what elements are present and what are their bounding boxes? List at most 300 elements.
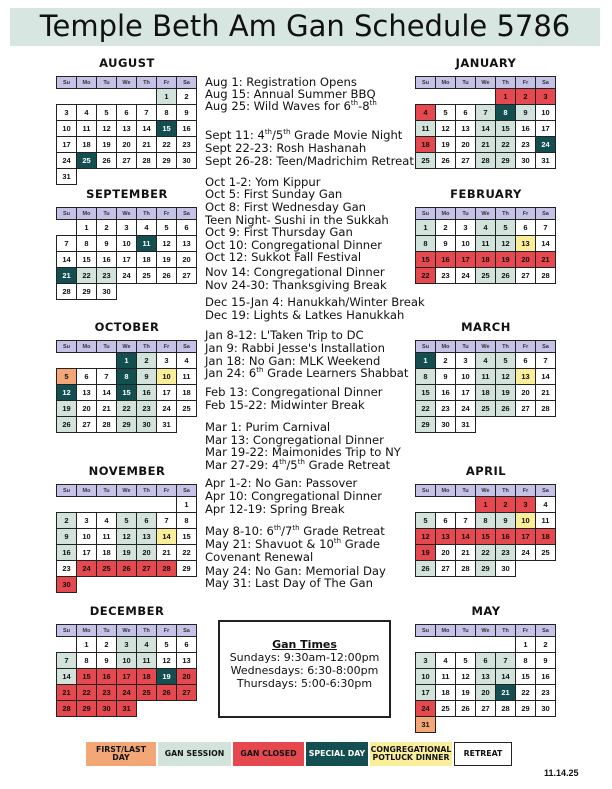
- day-cell: 19: [416, 545, 436, 561]
- day-cell: 26: [496, 401, 516, 417]
- day-cell: 7: [57, 236, 77, 252]
- empty-cell: [476, 717, 496, 733]
- day-cell: 16: [516, 121, 536, 137]
- event-line: May 31: Last Day of The Gan: [205, 576, 373, 590]
- weekday-header: Mo: [77, 485, 97, 497]
- month-grid: [415, 340, 556, 433]
- legend-gan-closed: GAN CLOSED: [233, 742, 304, 766]
- day-cell: 6: [137, 513, 157, 529]
- day-cell: 4: [536, 497, 556, 513]
- day-cell: 16: [177, 121, 197, 137]
- day-cell: 15: [496, 121, 516, 137]
- day-cell: 17: [77, 545, 97, 561]
- day-cell: 4: [436, 653, 456, 669]
- day-cell: 23: [137, 401, 157, 417]
- day-cell: 14: [476, 121, 496, 137]
- day-cell: 28: [536, 268, 556, 284]
- empty-cell: [157, 169, 177, 185]
- legend-first-last-day: FIRST/LAST DAY: [86, 742, 156, 766]
- weekday-header: Fr: [516, 208, 536, 220]
- day-cell: 13: [137, 529, 157, 545]
- day-cell: 5: [436, 105, 456, 121]
- day-cell: 12: [496, 369, 516, 385]
- day-cell: 14: [456, 529, 476, 545]
- day-cell: 20: [77, 401, 97, 417]
- weekday-header: Su: [416, 341, 436, 353]
- event-line: Covenant Renewal: [205, 550, 314, 564]
- day-cell: 17: [157, 385, 177, 401]
- day-cell: 24: [536, 137, 556, 153]
- weekday-header: Su: [57, 77, 77, 89]
- weekday-header: Su: [57, 341, 77, 353]
- day-cell: 31: [157, 417, 177, 433]
- month-grid: [415, 484, 556, 577]
- day-cell: 15: [416, 252, 436, 268]
- day-cell: 29: [496, 153, 516, 169]
- day-cell: 4: [137, 220, 157, 236]
- empty-cell: [97, 89, 117, 105]
- day-cell: 17: [516, 529, 536, 545]
- empty-cell: [77, 577, 97, 593]
- empty-cell: [77, 89, 97, 105]
- weekday-header: Mo: [436, 341, 456, 353]
- day-cell: 29: [476, 561, 496, 577]
- weekday-header: Su: [57, 485, 77, 497]
- day-cell: 7: [97, 369, 117, 385]
- day-cell: 28: [157, 561, 177, 577]
- day-cell: 14: [536, 369, 556, 385]
- day-cell: 26: [157, 685, 177, 701]
- event-line: Teen Night- Sushi in the Sukkah: [205, 213, 389, 227]
- weekday-header: Su: [57, 625, 77, 637]
- empty-cell: [137, 577, 157, 593]
- day-cell: 25: [137, 268, 157, 284]
- day-cell: 3: [536, 89, 556, 105]
- day-cell: 13: [177, 653, 197, 669]
- day-cell: 16: [436, 385, 456, 401]
- day-cell: 5: [117, 513, 137, 529]
- legend-special-day: SPECIAL DAY: [306, 742, 368, 766]
- day-cell: 14: [157, 529, 177, 545]
- day-cell: 22: [496, 137, 516, 153]
- day-cell: 27: [77, 417, 97, 433]
- day-cell: 22: [416, 401, 436, 417]
- empty-cell: [536, 417, 556, 433]
- day-cell: 7: [456, 513, 476, 529]
- day-cell: 30: [57, 577, 77, 593]
- empty-cell: [436, 637, 456, 653]
- month-name: OCTOBER: [94, 320, 160, 334]
- day-cell: 19: [117, 545, 137, 561]
- day-cell: 20: [476, 685, 496, 701]
- day-cell: 10: [416, 669, 436, 685]
- weekday-header: Fr: [516, 625, 536, 637]
- day-cell: 13: [456, 121, 476, 137]
- day-cell: 21: [476, 137, 496, 153]
- weekday-header: Th: [496, 208, 516, 220]
- weekday-header: Tu: [456, 341, 476, 353]
- empty-cell: [117, 497, 137, 513]
- day-cell: 23: [97, 685, 117, 701]
- day-cell: 27: [117, 153, 137, 169]
- day-cell: 24: [77, 561, 97, 577]
- day-cell: 21: [97, 401, 117, 417]
- day-cell: 26: [97, 153, 117, 169]
- event-line: May 21: Shavuot & 10th Grade: [205, 537, 381, 551]
- empty-cell: [57, 637, 77, 653]
- day-cell: 22: [77, 685, 97, 701]
- day-cell: 27: [476, 701, 496, 717]
- day-cell: 14: [137, 121, 157, 137]
- day-cell: 9: [436, 236, 456, 252]
- weekday-header: Tu: [456, 485, 476, 497]
- title-bar: [10, 8, 600, 46]
- day-cell: 25: [97, 561, 117, 577]
- day-cell: 28: [496, 701, 516, 717]
- day-cell: 8: [416, 369, 436, 385]
- day-cell: 16: [436, 252, 456, 268]
- month-name: APRIL: [465, 464, 507, 478]
- weekday-header: Fr: [516, 485, 536, 497]
- day-cell: 18: [436, 685, 456, 701]
- day-cell: 20: [137, 545, 157, 561]
- day-cell: 8: [416, 236, 436, 252]
- day-cell: 25: [476, 401, 496, 417]
- empty-cell: [157, 497, 177, 513]
- empty-cell: [57, 220, 77, 236]
- empty-cell: [177, 577, 197, 593]
- empty-cell: [117, 577, 137, 593]
- weekday-header: Tu: [97, 485, 117, 497]
- day-cell: 9: [496, 513, 516, 529]
- legend-retreat: RETREAT: [454, 742, 512, 766]
- empty-cell: [117, 169, 137, 185]
- weekday-header: Th: [496, 625, 516, 637]
- empty-cell: [97, 169, 117, 185]
- month-grid: [415, 624, 556, 733]
- event-line: Feb 13: Congregational Dinner: [205, 385, 383, 399]
- month-name: JANUARY: [455, 56, 517, 70]
- day-cell: 4: [77, 105, 97, 121]
- empty-cell: [496, 637, 516, 653]
- day-cell: 27: [137, 561, 157, 577]
- empty-cell: [496, 717, 516, 733]
- weekday-header: Sa: [536, 485, 556, 497]
- day-cell: 13: [516, 369, 536, 385]
- day-cell: 21: [57, 268, 77, 284]
- weekday-header: Mo: [77, 625, 97, 637]
- weekday-header: Tu: [97, 341, 117, 353]
- day-cell: 24: [456, 401, 476, 417]
- empty-cell: [157, 284, 177, 300]
- day-cell: 6: [516, 220, 536, 236]
- empty-cell: [516, 417, 536, 433]
- day-cell: 28: [476, 153, 496, 169]
- day-cell: 12: [496, 236, 516, 252]
- weekday-header: Mo: [436, 625, 456, 637]
- empty-cell: [97, 577, 117, 593]
- day-cell: 6: [117, 105, 137, 121]
- empty-cell: [137, 701, 157, 717]
- day-cell: 2: [496, 497, 516, 513]
- weekday-header: We: [117, 341, 137, 353]
- day-cell: 29: [77, 284, 97, 300]
- day-cell: 19: [496, 385, 516, 401]
- day-cell: 18: [177, 385, 197, 401]
- empty-cell: [117, 284, 137, 300]
- weekday-header: We: [117, 625, 137, 637]
- day-cell: 28: [57, 284, 77, 300]
- day-cell: 11: [416, 121, 436, 137]
- day-cell: 3: [77, 513, 97, 529]
- day-cell: 20: [456, 137, 476, 153]
- day-cell: 8: [117, 369, 137, 385]
- day-cell: 10: [117, 236, 137, 252]
- weekday-header: We: [476, 625, 496, 637]
- day-cell: 25: [77, 153, 97, 169]
- day-cell: 4: [476, 220, 496, 236]
- day-cell: 2: [57, 513, 77, 529]
- day-cell: 18: [476, 252, 496, 268]
- day-cell: 11: [436, 669, 456, 685]
- empty-cell: [77, 353, 97, 369]
- weekday-header: Fr: [157, 625, 177, 637]
- day-cell: 22: [77, 268, 97, 284]
- day-cell: 29: [117, 417, 137, 433]
- day-cell: 19: [496, 252, 516, 268]
- day-cell: 29: [516, 701, 536, 717]
- day-cell: 2: [97, 220, 117, 236]
- weekday-header: Tu: [97, 625, 117, 637]
- empty-cell: [516, 561, 536, 577]
- day-cell: 13: [476, 669, 496, 685]
- day-cell: 23: [57, 561, 77, 577]
- day-cell: 18: [416, 137, 436, 153]
- weekday-header: Tu: [97, 77, 117, 89]
- month-grid: [56, 76, 197, 185]
- day-cell: 12: [57, 385, 77, 401]
- day-cell: 1: [77, 220, 97, 236]
- day-cell: 24: [516, 545, 536, 561]
- day-cell: 11: [137, 653, 157, 669]
- day-cell: 18: [476, 385, 496, 401]
- day-cell: 6: [177, 637, 197, 653]
- day-cell: 5: [496, 353, 516, 369]
- day-cell: 17: [57, 137, 77, 153]
- month-may: [415, 603, 557, 733]
- weekday-header: Sa: [536, 341, 556, 353]
- day-cell: 12: [117, 529, 137, 545]
- day-cell: 30: [536, 701, 556, 717]
- day-cell: 16: [57, 545, 77, 561]
- day-cell: 7: [536, 220, 556, 236]
- gan-time-sunday: Sundays: 9:30am-12:00pm: [229, 651, 380, 664]
- weekday-header: Th: [496, 77, 516, 89]
- day-cell: 25: [536, 545, 556, 561]
- day-cell: 20: [516, 252, 536, 268]
- empty-cell: [416, 497, 436, 513]
- day-cell: 13: [177, 236, 197, 252]
- gan-time-thursday: Thursdays: 5:00-6:30pm: [236, 677, 373, 690]
- weekday-header: Th: [137, 208, 157, 220]
- event-line: Mar 19-22: Maimonides Trip to NY: [205, 445, 401, 459]
- day-cell: 9: [516, 105, 536, 121]
- empty-cell: [97, 353, 117, 369]
- event-line: Apr 1-2: No Gan: Passover: [205, 476, 358, 490]
- weekday-header: Tu: [456, 77, 476, 89]
- day-cell: 23: [436, 401, 456, 417]
- empty-cell: [536, 717, 556, 733]
- gan-times-title: Gan Times: [272, 638, 337, 651]
- day-cell: 26: [456, 701, 476, 717]
- day-cell: 29: [416, 417, 436, 433]
- event-line: Jan 8-12: L'Taken Trip to DC: [205, 328, 364, 342]
- empty-cell: [57, 497, 77, 513]
- day-cell: 10: [77, 529, 97, 545]
- empty-cell: [456, 637, 476, 653]
- empty-cell: [117, 89, 137, 105]
- day-cell: 4: [476, 353, 496, 369]
- day-cell: 25: [416, 153, 436, 169]
- day-cell: 20: [117, 137, 137, 153]
- empty-cell: [57, 89, 77, 105]
- day-cell: 19: [57, 401, 77, 417]
- month-grid: [56, 624, 197, 717]
- day-cell: 5: [157, 220, 177, 236]
- day-cell: 13: [436, 529, 456, 545]
- event-line: Sept 26-28: Teen/Madrichim Retreat: [205, 154, 414, 168]
- day-cell: 5: [57, 369, 77, 385]
- day-cell: 4: [177, 353, 197, 369]
- month-october: [56, 319, 198, 433]
- day-cell: 19: [456, 685, 476, 701]
- day-cell: 2: [516, 89, 536, 105]
- day-cell: 6: [476, 653, 496, 669]
- event-line: Apr 12-19: Spring Break: [205, 502, 345, 516]
- day-cell: 12: [416, 529, 436, 545]
- weekday-header: Fr: [157, 77, 177, 89]
- event-line: May 8-10: 6th/7th Grade Retreat: [205, 524, 385, 538]
- weekday-header: Th: [496, 485, 516, 497]
- day-cell: 30: [436, 417, 456, 433]
- weekday-header: We: [476, 341, 496, 353]
- day-cell: 20: [177, 252, 197, 268]
- day-cell: 18: [97, 545, 117, 561]
- day-cell: 11: [77, 121, 97, 137]
- day-cell: 22: [177, 545, 197, 561]
- day-cell: 9: [536, 653, 556, 669]
- day-cell: 28: [137, 153, 157, 169]
- day-cell: 14: [536, 236, 556, 252]
- day-cell: 26: [57, 417, 77, 433]
- day-cell: 12: [157, 653, 177, 669]
- day-cell: 7: [536, 353, 556, 369]
- day-cell: 1: [157, 89, 177, 105]
- day-cell: 8: [77, 653, 97, 669]
- day-cell: 10: [117, 653, 137, 669]
- event-line: Aug 15: Annual Summer BBQ: [205, 87, 376, 101]
- weekday-header: We: [476, 77, 496, 89]
- month-april: [415, 463, 557, 577]
- day-cell: 12: [157, 236, 177, 252]
- month-name: AUGUST: [99, 56, 155, 70]
- weekday-header: Mo: [77, 208, 97, 220]
- day-cell: 15: [117, 385, 137, 401]
- day-cell: 10: [516, 513, 536, 529]
- day-cell: 20: [436, 545, 456, 561]
- day-cell: 22: [117, 401, 137, 417]
- day-cell: 3: [416, 653, 436, 669]
- weekday-header: Su: [416, 208, 436, 220]
- empty-cell: [456, 717, 476, 733]
- day-cell: 6: [516, 353, 536, 369]
- event-line: Oct 1-2: Yom Kippur: [205, 175, 321, 189]
- day-cell: 16: [496, 529, 516, 545]
- day-cell: 18: [137, 252, 157, 268]
- event-line: Mar 13: Congregational Dinner: [205, 433, 384, 447]
- event-line: Oct 9: First Thursday Gan: [205, 225, 353, 239]
- day-cell: 16: [97, 669, 117, 685]
- day-cell: 30: [97, 284, 117, 300]
- event-line: Oct 12: Sukkot Fall Festival: [205, 250, 362, 264]
- event-line: Aug 25: Wild Waves for 6th-8th: [205, 99, 377, 113]
- weekday-header: Su: [416, 77, 436, 89]
- day-cell: 23: [516, 137, 536, 153]
- day-cell: 9: [137, 369, 157, 385]
- empty-cell: [177, 417, 197, 433]
- day-cell: 8: [177, 513, 197, 529]
- day-cell: 13: [117, 121, 137, 137]
- empty-cell: [137, 284, 157, 300]
- day-cell: 15: [416, 385, 436, 401]
- month-january: [415, 55, 557, 169]
- day-cell: 8: [157, 105, 177, 121]
- event-line: Aug 1: Registration Opens: [205, 75, 357, 89]
- day-cell: 25: [436, 701, 456, 717]
- day-cell: 18: [536, 529, 556, 545]
- day-cell: 15: [157, 121, 177, 137]
- day-cell: 19: [157, 252, 177, 268]
- day-cell: 23: [177, 137, 197, 153]
- day-cell: 22: [516, 685, 536, 701]
- month-grid: [415, 207, 556, 284]
- month-grid: [56, 340, 197, 433]
- day-cell: 31: [416, 717, 436, 733]
- day-cell: 17: [456, 252, 476, 268]
- event-line: Feb 15-22: Midwinter Break: [205, 398, 365, 412]
- month-grid: [56, 484, 197, 593]
- day-cell: 1: [177, 497, 197, 513]
- weekday-header: Sa: [177, 77, 197, 89]
- day-cell: 3: [157, 353, 177, 369]
- day-cell: 22: [157, 137, 177, 153]
- day-cell: 29: [77, 701, 97, 717]
- day-cell: 7: [496, 653, 516, 669]
- day-cell: 22: [476, 545, 496, 561]
- day-cell: 6: [456, 105, 476, 121]
- day-cell: 9: [436, 369, 456, 385]
- day-cell: 13: [77, 385, 97, 401]
- day-cell: 10: [456, 369, 476, 385]
- event-line: Mar 27-29: 4th/5th Grade Retreat: [205, 458, 391, 472]
- day-cell: 23: [536, 685, 556, 701]
- day-cell: 15: [476, 529, 496, 545]
- empty-cell: [516, 717, 536, 733]
- empty-cell: [476, 89, 496, 105]
- day-cell: 9: [97, 653, 117, 669]
- day-cell: 2: [536, 637, 556, 653]
- weekday-header: Fr: [516, 341, 536, 353]
